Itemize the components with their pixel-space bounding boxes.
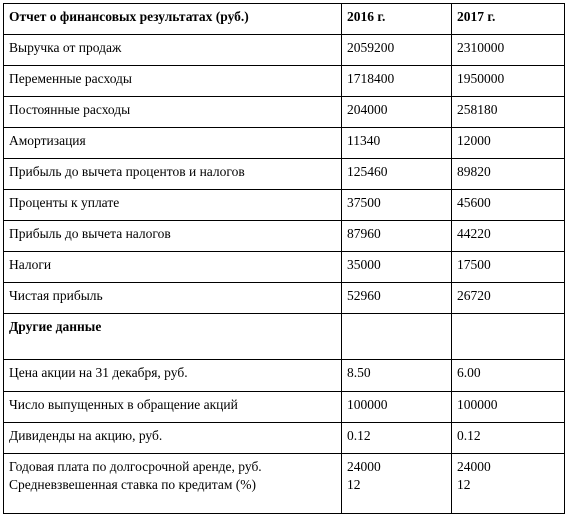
table-row xyxy=(4,252,565,283)
value-2017: 17500 xyxy=(452,252,565,283)
value-2017: 89820 xyxy=(452,159,565,190)
loan-rate-2017: 12 xyxy=(457,477,471,492)
row-label: Проценты к уплате xyxy=(4,190,342,221)
value-2016: 8.50 xyxy=(342,360,452,392)
table-header-row xyxy=(4,4,565,35)
value-2017: 12000 xyxy=(452,128,565,159)
section-row-other-data xyxy=(4,314,565,360)
value-2017: 2310000 xyxy=(452,35,565,66)
value-2016: 0.12 xyxy=(342,423,452,454)
loan-rate-label: Средневзвешенная ставка по кредитам (%) xyxy=(9,477,256,492)
row-label: Дивиденды на акцию, руб. xyxy=(4,423,342,454)
header-year-2017: 2017 г. xyxy=(452,4,565,35)
value-2017: 1950000 xyxy=(452,66,565,97)
table-row xyxy=(4,190,565,221)
value-2016: 1718400 xyxy=(342,66,452,97)
empty-cell xyxy=(452,314,565,360)
table-row xyxy=(4,128,565,159)
table-row xyxy=(4,423,565,454)
row-label: Постоянные расходы xyxy=(4,97,342,128)
row-label: Амортизация xyxy=(4,128,342,159)
row-label: Прибыль до вычета налогов xyxy=(4,221,342,252)
section-title: Другие данные xyxy=(4,314,342,360)
value-2016: 52960 xyxy=(342,283,452,314)
table-row xyxy=(4,283,565,314)
value-2016: 125460 xyxy=(342,159,452,190)
value-2016: 35000 xyxy=(342,252,452,283)
row-label: Чистая прибыль xyxy=(4,283,342,314)
table-row xyxy=(4,97,565,128)
table-row xyxy=(4,221,565,252)
loan-rate-2016: 12 xyxy=(347,477,361,492)
value-2017 xyxy=(452,454,565,514)
value-2017: 6.00 xyxy=(452,360,565,392)
table-row xyxy=(4,159,565,190)
row-label: Выручка от продаж xyxy=(4,35,342,66)
value-2016: 100000 xyxy=(342,392,452,423)
table-row xyxy=(4,35,565,66)
empty-cell xyxy=(342,314,452,360)
value-2017: 100000 xyxy=(452,392,565,423)
table-row-multiline xyxy=(4,454,565,514)
header-title: Отчет о финансовых результатах (руб.) xyxy=(4,4,342,35)
value-2016: 11340 xyxy=(342,128,452,159)
value-2017: 26720 xyxy=(452,283,565,314)
row-label: Прибыль до вычета процентов и налогов xyxy=(4,159,342,190)
value-2017: 45600 xyxy=(452,190,565,221)
value-2016: 37500 xyxy=(342,190,452,221)
lease-payment-2016: 24000 xyxy=(347,459,381,474)
value-2016: 204000 xyxy=(342,97,452,128)
row-label xyxy=(4,454,342,514)
lease-payment-label: Годовая плата по долгосрочной аренде, руб. xyxy=(9,459,262,474)
table-row xyxy=(4,66,565,97)
row-label: Переменные расходы xyxy=(4,66,342,97)
financial-results-table xyxy=(3,3,565,514)
value-2016 xyxy=(342,454,452,514)
value-2016: 2059200 xyxy=(342,35,452,66)
header-year-2016: 2016 г. xyxy=(342,4,452,35)
value-2017: 44220 xyxy=(452,221,565,252)
value-2017: 258180 xyxy=(452,97,565,128)
table-row xyxy=(4,360,565,392)
row-label: Число выпущенных в обращение акций xyxy=(4,392,342,423)
table-row xyxy=(4,392,565,423)
row-label: Налоги xyxy=(4,252,342,283)
row-label: Цена акции на 31 декабря, руб. xyxy=(4,360,342,392)
value-2017: 0.12 xyxy=(452,423,565,454)
lease-payment-2017: 24000 xyxy=(457,459,491,474)
value-2016: 87960 xyxy=(342,221,452,252)
